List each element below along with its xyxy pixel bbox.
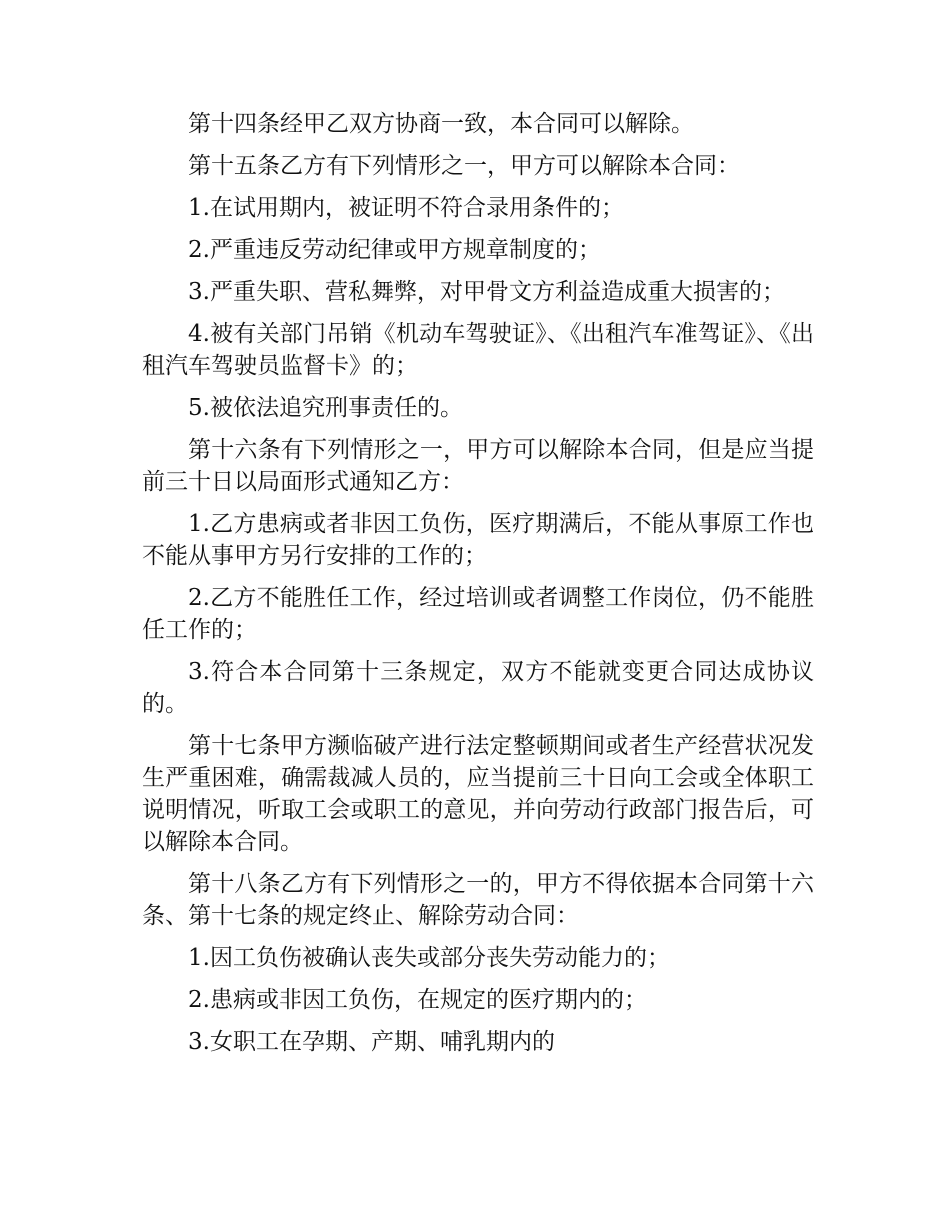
list-item-18-2: 2.患病或非因工负伤，在规定的医疗期内的；: [188, 987, 647, 1013]
list-item-15-3: 3.严重失职、营私舞弊，对甲骨文方利益造成重大损害的；: [188, 279, 785, 305]
paragraph-article-18: 第十八条乙方有下列情形之一的，甲方不得依据本合同第十六条、第十七条的规定终止、解除劳动合同：: [142, 871, 814, 929]
list-item-16-2: 2.乙方不能胜任工作，经过培训或者调整工作岗位，仍不能胜任工作的；: [142, 585, 814, 643]
paragraph-article-15: 第十五条乙方有下列情形之一，甲方可以解除本合同：: [188, 153, 740, 179]
list-item-18-1: 1.因工负伤被确认丧失或部分丧失劳动能力的；: [188, 945, 670, 971]
list-item-16-1: 1.乙方患病或者非因工负伤，医疗期满后，不能从事原工作也不能从事甲方另行安排的工作的；: [142, 511, 814, 569]
list-item-15-4: 4.被有关部门吊销《机动车驾驶证》、《出租汽车准驾证》、《出租汽车驾驶员监督卡》的；: [142, 321, 814, 379]
paragraph-article-17: 第十七条甲方濒临破产进行法定整顿期间或者生产经营状况发生严重困难，确需裁减人员的，应当提前三十日向工会或全体职工说明情况，听取工会或职工的意见，并向劳动行政部门报告后，可以解除本合同。: [142, 733, 814, 855]
list-item-15-2: 2.严重违反劳动纪律或甲方规章制度的；: [188, 237, 601, 263]
paragraph-article-14: 第十四条经甲乙双方协商一致，本合同可以解除。: [188, 111, 694, 137]
list-item-18-3: 3.女职工在孕期、产期、哺乳期内的: [188, 1029, 555, 1055]
list-item-15-5: 5.被依法追究刑事责任的。: [188, 395, 463, 421]
list-item-15-1: 1.在试用期内，被证明不符合录用条件的；: [188, 195, 624, 221]
paragraph-article-16: 第十六条有下列情形之一，甲方可以解除本合同，但是应当提前三十日以局面形式通知乙方：: [142, 437, 814, 495]
list-item-16-3: 3.符合本合同第十三条规定，双方不能就变更合同达成协议的。: [142, 659, 814, 717]
document-body: [142, 108, 814, 1068]
